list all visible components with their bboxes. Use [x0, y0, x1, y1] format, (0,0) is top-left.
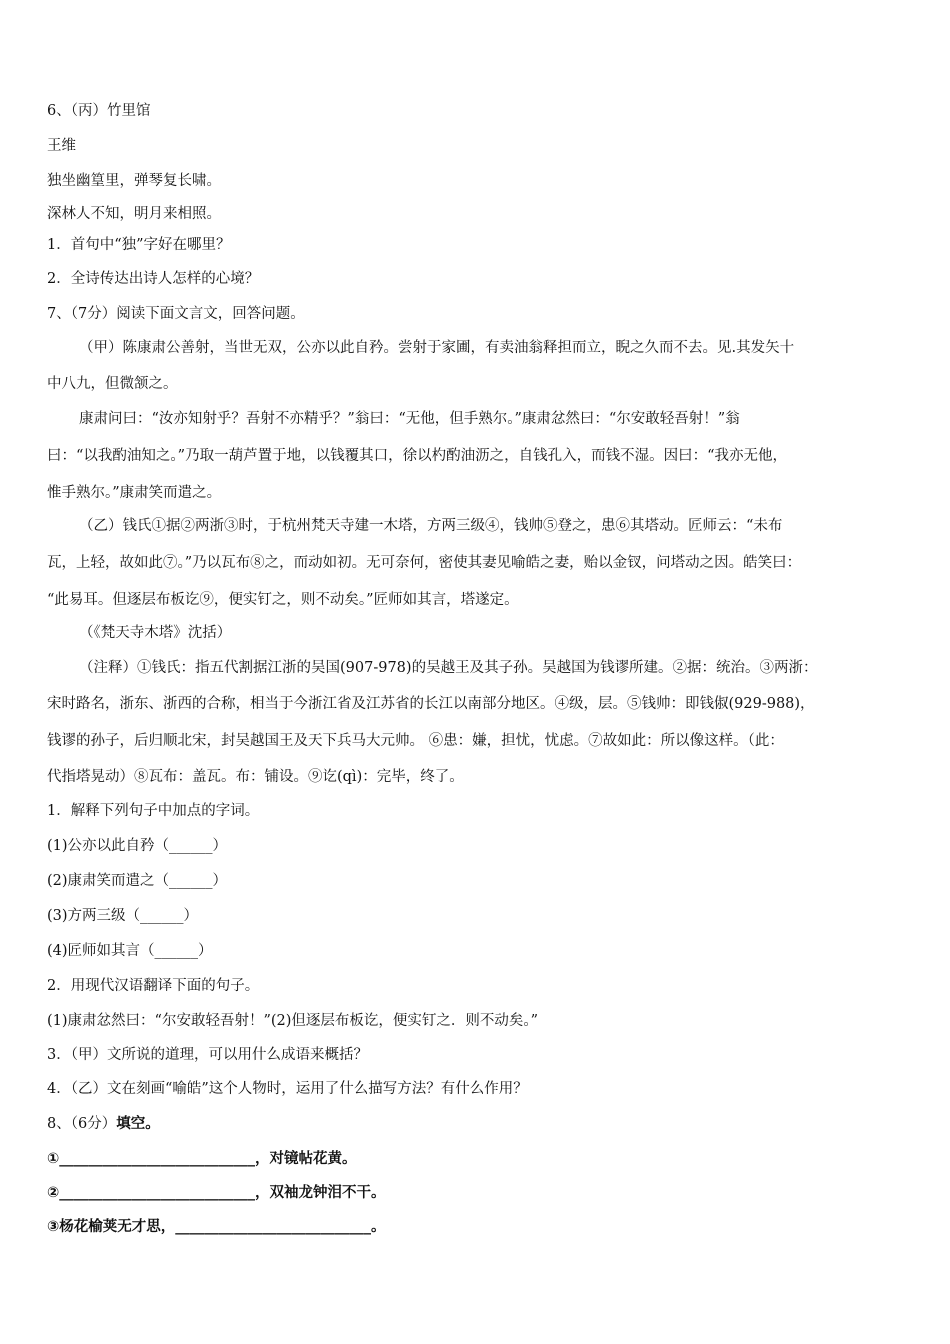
notes-line2: 宋时路名，浙东、浙西的合称，相当于今浙江省及江苏省的长江以南部分地区。④级，层。⑤钱帅：即钱俶(929-988)， — [47, 696, 815, 712]
q7-sub-1: 1．解释下列句子中加点的字词。 — [47, 803, 260, 819]
jia-para2-line3: 惟手熟尔。”康肃笑而遣之。 — [47, 485, 222, 501]
q8-header-score: 8、（6分） — [47, 1116, 117, 1132]
poem-author: 王维 — [47, 138, 76, 154]
q8-header — [47, 1114, 910, 1134]
yi-line1: （乙）钱氏①据②两浙③时，于杭州梵天寺建一木塔，方两三级④，钱帅⑤登之，患⑥其塔动。匠师云：“未布 — [79, 518, 783, 534]
q7-sub-2: 2．用现代汉语翻译下面的句子。 — [47, 978, 260, 994]
jia-para1-line1: （甲）陈康肃公善射，当世无双，公亦以此自矜。尝射于家圃，有卖油翁释担而立，睨之久而不去。见.其发矢十 — [79, 340, 795, 356]
q7-sub-1-c: (3)方两三级（______） — [47, 908, 199, 924]
q7-sub-3: 3．（甲）文所说的道理，可以用什么成语来概括？ — [47, 1047, 368, 1063]
jia-para2-line1: 康肃问曰：“汝亦知射乎？吾射不亦精乎？”翁曰：“无他，但手熟尔。”康肃忿然曰：“尔安敢轻吾射！”翁 — [79, 411, 740, 427]
fill-blank-1: ①___________________________，对镜帖花黄。 — [47, 1151, 357, 1167]
q7-sub-1-d: (4)匠师如其言（______） — [47, 943, 213, 959]
jia-para1-line2: 中八九，但微颔之。 — [47, 376, 178, 392]
yi-line2: 瓦，上轻，故如此⑦。”乃以瓦布⑧之，而动如初。无可奈何，密使其妻见喻皓之妻，贻以金钗，问塔动之因。皓笑曰： — [47, 555, 802, 571]
q7-sub-4: 4．（乙）文在刻画“喻皓”这个人物时，运用了什么描写方法？有什么作用？ — [47, 1081, 528, 1097]
q7-sub-1-a: (1)公亦以此自矜（______） — [47, 838, 228, 854]
notes-line4: 代指塔晃动）⑧瓦布：盖瓦。布：铺设。⑨讫(qì)：完毕，终了。 — [47, 769, 464, 785]
poem-line-1: 独坐幽篁里，弹琴复长啸。 — [47, 173, 221, 189]
source-attribution: （《梵天寺木塔》沈括） — [79, 625, 232, 641]
q6-sub-2: 2．全诗传达出诗人怎样的心境？ — [47, 271, 260, 287]
q7-sub-1-b: (2)康肃笑而遣之（______） — [47, 873, 228, 889]
yi-line3: “此易耳。但逐层布板讫⑨，便实钉之，则不动矣。”匠师如其言，塔遂定。 — [47, 592, 519, 608]
q7-sub-2-a: (1)康肃忿然曰：“尔安敢轻吾射！”(2)但逐层布板讫，便实钉之．则不动矣。” — [47, 1013, 539, 1029]
q8-header-instruction: 填空。 — [116, 1116, 160, 1132]
fill-blank-3: ③杨花榆荚无才思，___________________________。 — [47, 1219, 386, 1235]
fill-blank-2: ②___________________________，双袖龙钟泪不干。 — [47, 1185, 386, 1201]
q6-sub-1: 1．首句中“独”字好在哪里？ — [47, 237, 231, 253]
poem-line-2: 深林人不知，明月来相照。 — [47, 206, 221, 222]
notes-line1: （注释）①钱氏：指五代割据江浙的吴国(907-978)的吴越王及其子孙。吴越国为钱谬所建。②据：统治。③两浙： — [79, 660, 818, 676]
q7-header: 7、（7分）阅读下面文言文，回答问题。 — [47, 306, 305, 322]
q6-header: 6、（丙）竹里馆 — [47, 103, 151, 119]
notes-line3: 钱谬的孙子，后归顺北宋，封吴越国王及天下兵马大元帅。 ⑥患：嫌，担忧，忧虑。⑦故如此：所以像这样。（此： — [47, 733, 784, 749]
jia-para2-line2: 曰：“以我酌油知之。”乃取一葫芦置于地，以钱覆其口，徐以杓酌油沥之，自钱孔入，而钱不湿。因曰：“我亦无他， — [47, 448, 787, 464]
